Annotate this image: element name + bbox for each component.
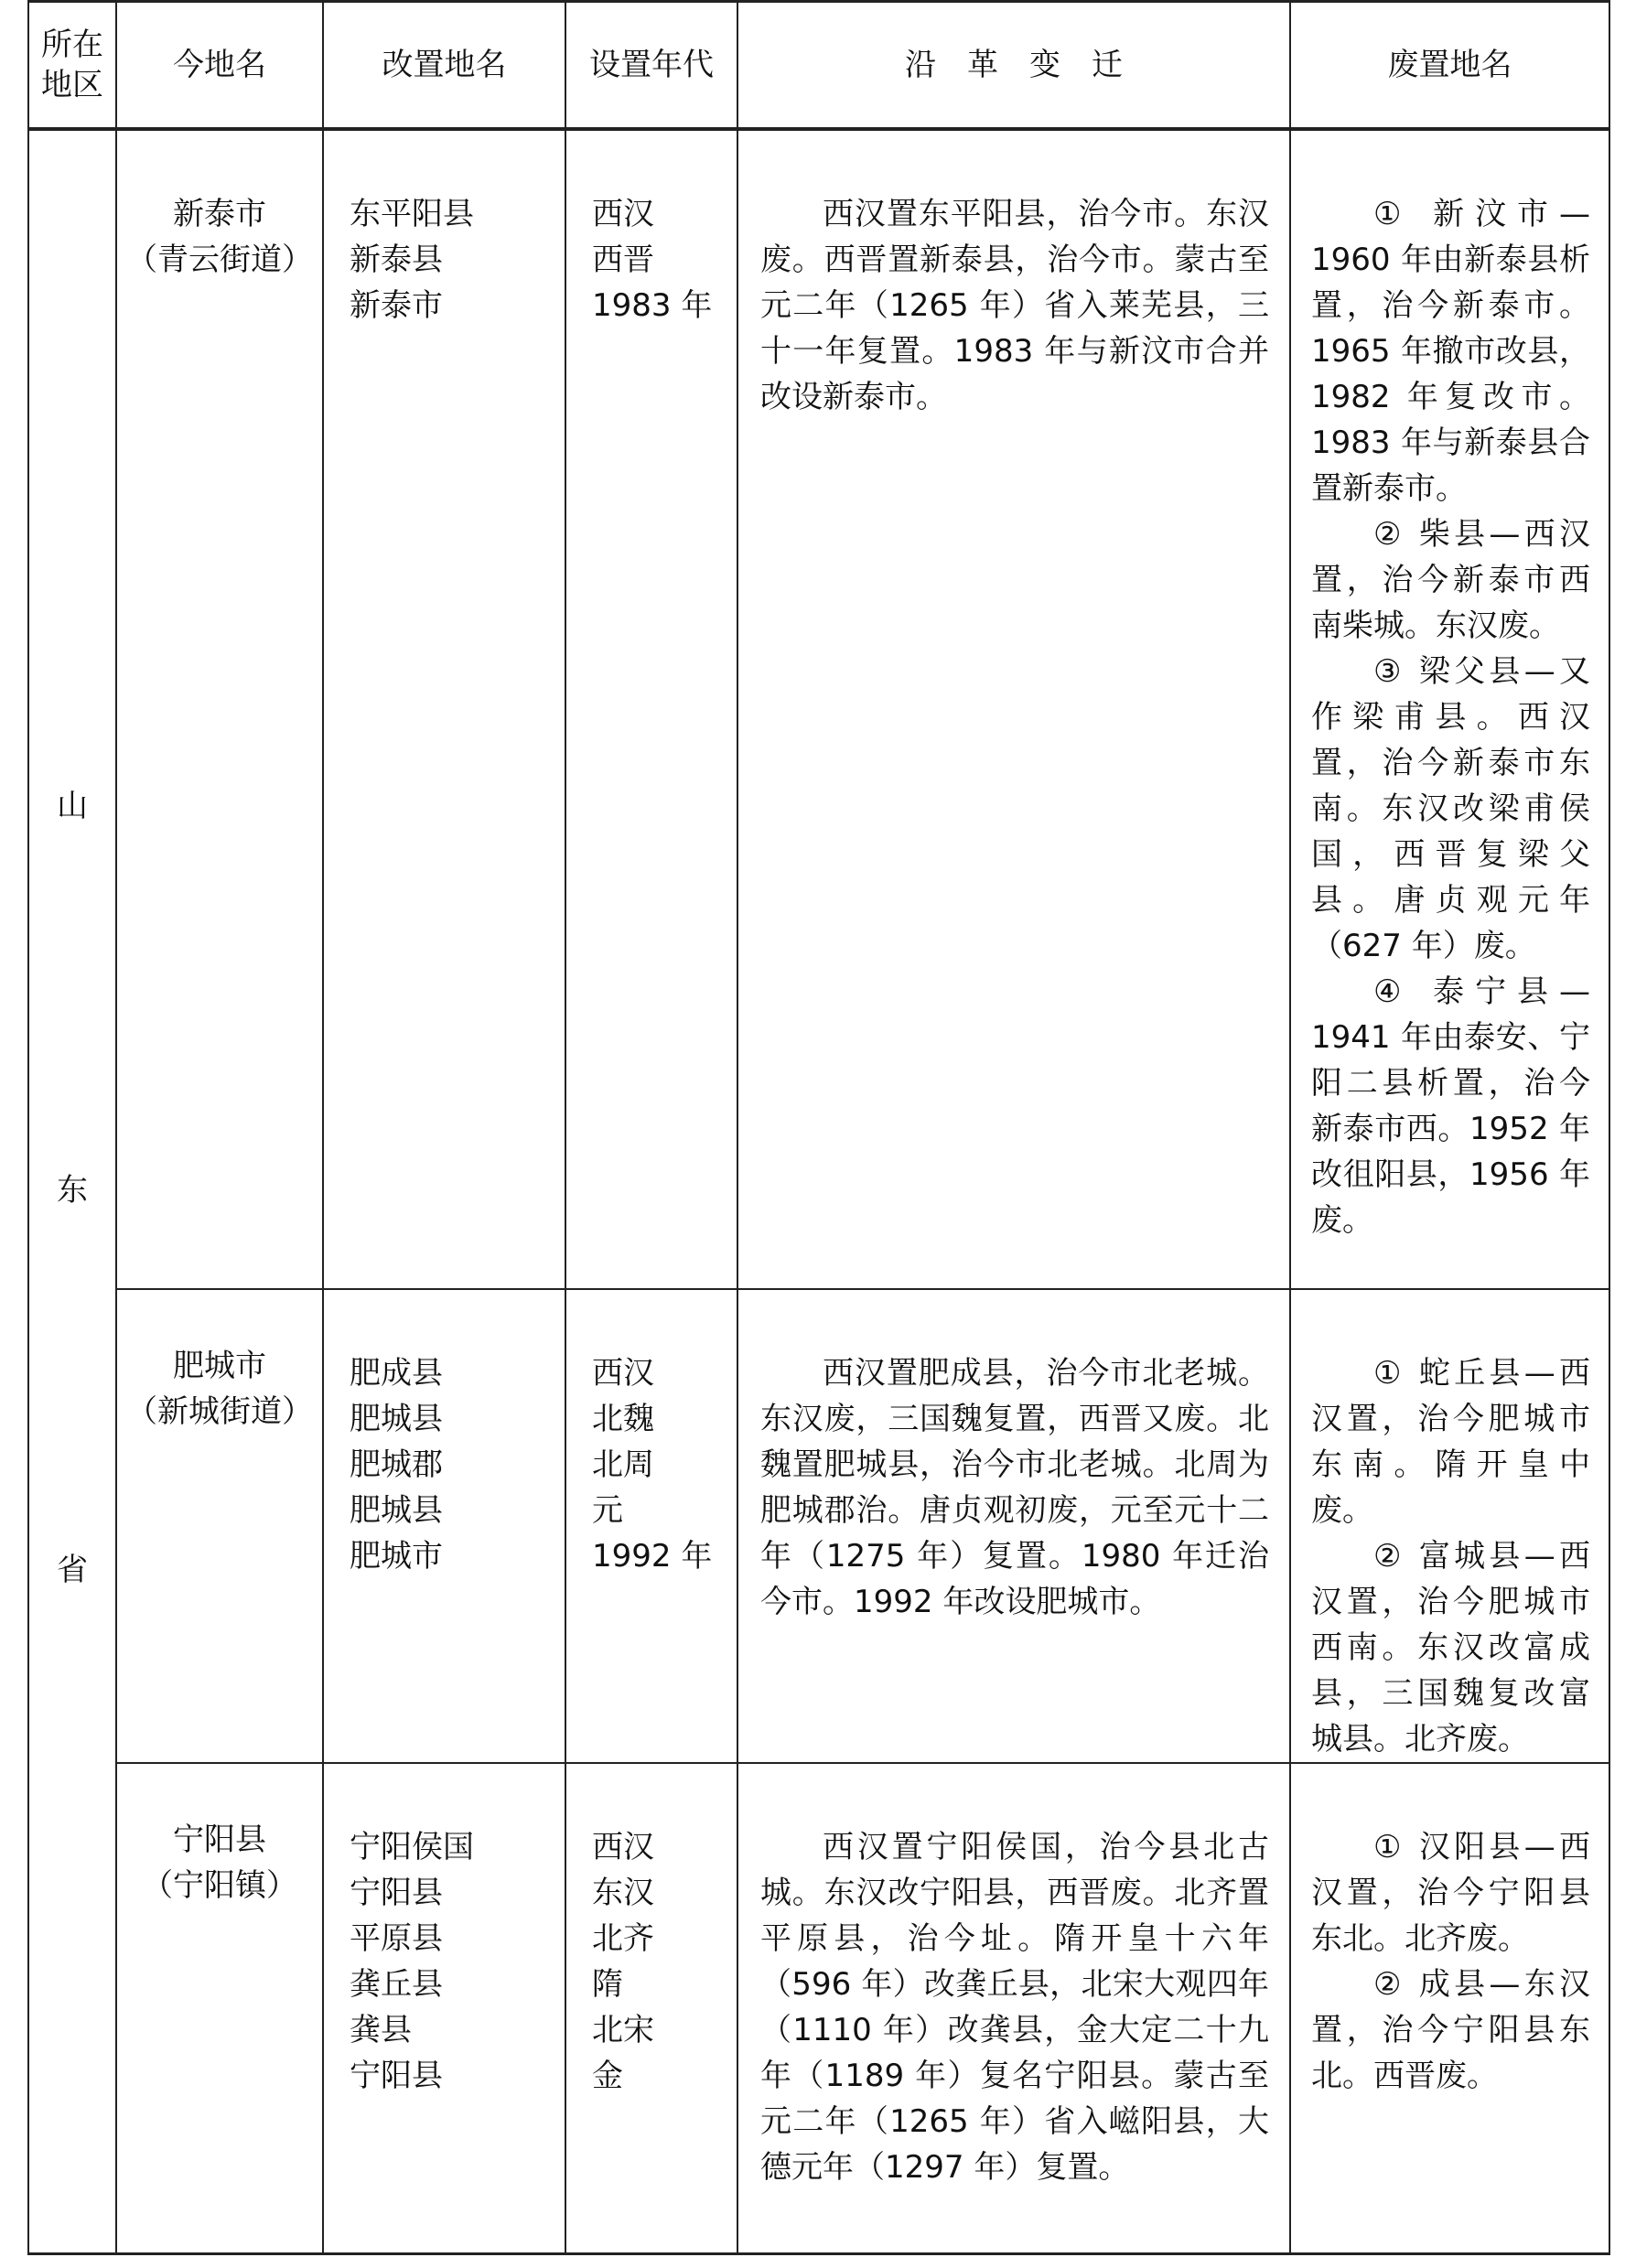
abolished-entry: ② 富城县—西汉置，治今肥城市西南。东汉改富成县，三国魏复改富城县。北齐废。 <box>1311 1538 1590 1757</box>
abolished-cell <box>1290 1289 1609 1763</box>
changed-name: 宁阳县 <box>350 1875 443 1911</box>
changed-name: 新泰市 <box>350 287 443 324</box>
era: 西汉 <box>592 1829 654 1865</box>
history-cell <box>737 129 1290 1289</box>
changed-name: 龚县 <box>350 2012 412 2048</box>
changed-name: 肥成县 <box>350 1355 443 1392</box>
abolished-cell <box>1290 1763 1609 2253</box>
era: 1983 年 <box>592 287 713 324</box>
changed-names-cell <box>323 1763 565 2253</box>
changed-name: 宁阳县 <box>350 2058 443 2094</box>
era: 元 <box>592 1492 623 1529</box>
header-established: 设置年代 <box>565 2 737 130</box>
history-cell <box>737 1289 1290 1763</box>
era: 隋 <box>592 1966 623 2003</box>
era: 东汉 <box>592 1875 654 1911</box>
abolished-cell <box>1290 129 1609 1289</box>
abolished-entry: ② 成县—东汉置，治今宁阳县东北。西晋废。 <box>1311 1966 1590 2094</box>
current-name: 肥城市 <box>173 1348 266 1384</box>
current-name-cell <box>116 129 323 1289</box>
era: 北魏 <box>592 1401 654 1437</box>
era-cell <box>565 1763 737 2253</box>
region-char: 省 <box>57 1552 88 1588</box>
header-abolished: 废置地名 <box>1290 2 1609 130</box>
era: 西晋 <box>592 242 654 278</box>
era: 北周 <box>592 1446 654 1483</box>
changed-name: 龚丘县 <box>350 1966 443 2003</box>
history-cell <box>737 1763 1290 2253</box>
current-name: 宁阳县 <box>173 1822 266 1858</box>
region-cell <box>28 129 116 2253</box>
current-name-cell <box>116 1763 323 2253</box>
changed-name: 肥城市 <box>350 1538 443 1575</box>
changed-names-cell <box>323 129 565 1289</box>
era: 北齐 <box>592 1920 654 1957</box>
history-text: 西汉置东平阳县，治今市。东汉废。西晋置新泰县，治今市。蒙古至元二年（1265 年）省入莱芜县，三十一年复置。1983 年与新汶市合并改设新泰市。 <box>760 196 1269 415</box>
abolished-entry: ① 汉阳县—西汉置，治今宁阳县东北。北齐废。 <box>1311 1829 1590 1957</box>
header-changed-names: 改置地名 <box>323 2 565 130</box>
changed-name: 新泰县 <box>350 242 443 278</box>
era: 西汉 <box>592 1355 654 1392</box>
seat-name: （新城街道） <box>126 1393 313 1430</box>
abolished-entry: ② 柴县—西汉置，治今新泰市西南柴城。东汉废。 <box>1311 516 1590 644</box>
abolished-entry: ① 蛇丘县—西汉置，治今肥城市东南。隋开皇中废。 <box>1311 1355 1590 1529</box>
era-cell <box>565 1289 737 1763</box>
seat-name: （宁阳镇） <box>142 1867 297 1904</box>
changed-name: 平原县 <box>350 1920 443 1957</box>
region-char: 山 <box>57 788 88 824</box>
abolished-entry: ④ 泰宁县—1941 年由泰安、宁阳二县析置，治今新泰市西。1952 年改徂阳县，1956 年废。 <box>1311 973 1590 1239</box>
region-char: 东 <box>57 1172 88 1209</box>
abolished-entry: ① 新汶市—1960 年由新泰县析置，治今新泰市。1965 年撤市改县，1982 年复改市。1983 年与新泰县合置新泰市。 <box>1311 196 1590 507</box>
history-text: 西汉置肥成县，治今市北老城。东汉废，三国魏复置，西晋又废。北魏置肥城县，治今市北老城。北周为肥城郡治。唐贞观初废，元至元十二年（1275 年）复置。1980 年迁治今市。1992 年改设肥城市。 <box>760 1355 1269 1620</box>
header-history: 沿 革 变 迁 <box>737 2 1290 130</box>
era: 北宋 <box>592 2012 654 2048</box>
era-cell <box>565 129 737 1289</box>
changed-name: 东平阳县 <box>350 196 474 232</box>
changed-name: 肥城县 <box>350 1492 443 1529</box>
seat-name: （青云街道） <box>126 242 313 278</box>
header-current-name: 今地名 <box>116 2 323 130</box>
changed-name: 宁阳侯国 <box>350 1829 474 1865</box>
header-row <box>28 2 1609 130</box>
history-text: 西汉置宁阳侯国，治今县北古城。东汉改宁阳县，西晋废。北齐置平原县，治今址。隋开皇十六年（596 年）改龚丘县，北宋大观四年（1110 年）改龚县，金大定二十九年（1189 年）复名宁阳县。蒙古至元二年（1265 年）省入嵫阳县，大德元年（1297 年）复置。 <box>760 1829 1269 2186</box>
current-name-cell <box>116 1289 323 1763</box>
table-row <box>28 1763 1609 2253</box>
header-region: 所在 地区 <box>28 2 116 130</box>
era: 金 <box>592 2058 623 2094</box>
era: 1992 年 <box>592 1538 713 1575</box>
current-name: 新泰市 <box>173 196 266 232</box>
table-row <box>28 129 1609 1289</box>
changed-names-cell <box>323 1289 565 1763</box>
era: 西汉 <box>592 196 654 232</box>
changed-name: 肥城县 <box>350 1401 443 1437</box>
gazetteer-table <box>27 0 1610 2255</box>
changed-name: 肥城郡 <box>350 1446 443 1483</box>
abolished-entry: ③ 梁父县—又作梁甫县。西汉置，治今新泰市东南。东汉改梁甫侯国，西晋复梁父县。唐贞观元年（627 年）废。 <box>1311 653 1590 964</box>
table-row <box>28 1289 1609 1763</box>
